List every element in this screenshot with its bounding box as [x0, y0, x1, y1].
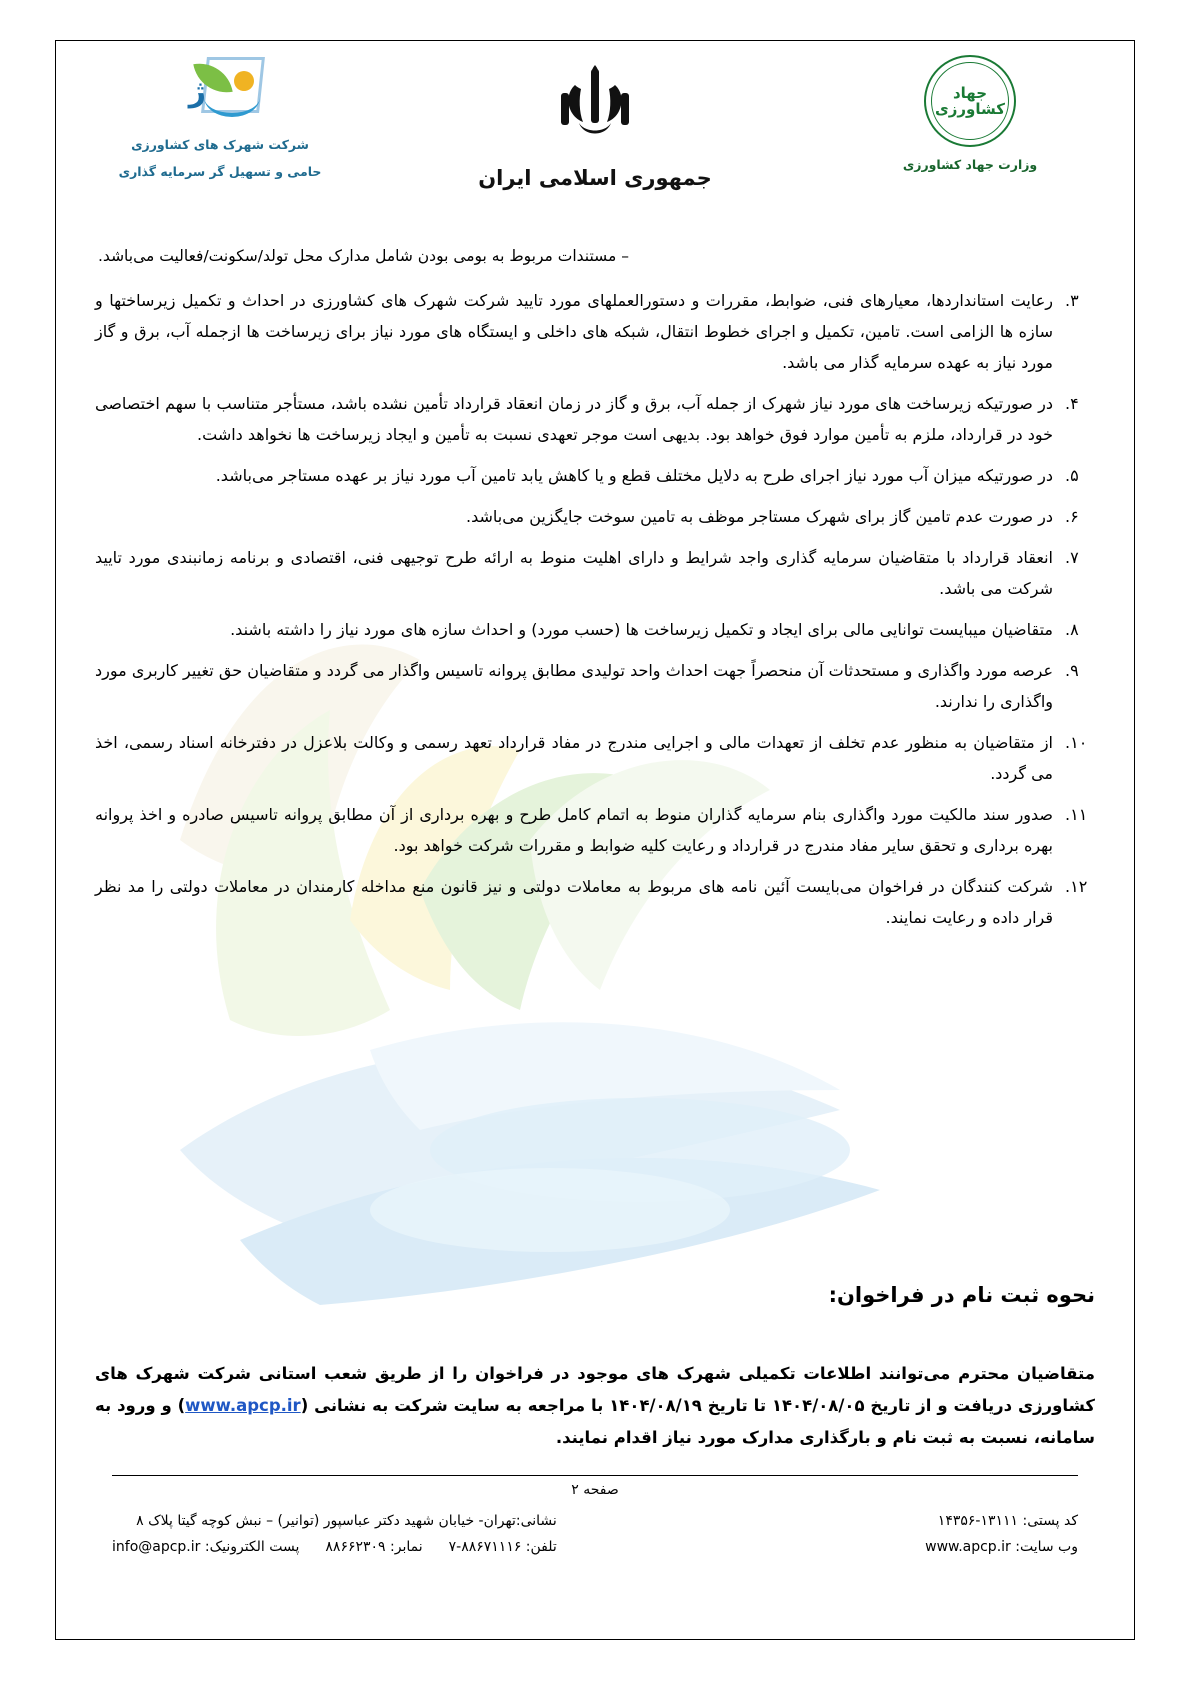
apcp-website-link[interactable]: www.apcp.ir: [185, 1396, 301, 1415]
list-item: [95, 285, 1095, 378]
seal-label: جهاد کشاورزی: [935, 84, 1005, 118]
postal-code: کد پستی: ۱۳۱۱۱-۱۴۳۵۶: [937, 1513, 1078, 1529]
clause-number: ۳.: [1065, 291, 1079, 310]
company-logo-caption-line2: حامی و تسهیل گر سرمایه گذاری: [118, 164, 322, 179]
phone-number: تلفن: ۸۸۶۷۱۱۱۶-۷: [448, 1539, 557, 1555]
list-item: [95, 388, 1095, 450]
clause-text: در صورتیکه زیرساخت های مورد نیاز شهرک از جمله آب، برق و گاز در زمان انعقاد قرارداد تأمین نشده باشد، مستأجر متناسب با سهم اختصاصی خود در قرارداد، ملزم به تأمین موارد فوق خواهد بود. بدیهی است موجر تعهدی نسبت به تأمین و ایجاد زیرساخت ها نخواهد داشت.: [95, 394, 1053, 444]
clause-number: ۴.: [1065, 394, 1079, 413]
clause-number: ۹.: [1065, 661, 1079, 680]
ministry-logo-caption: وزارت جهاد کشاورزی: [902, 157, 1038, 172]
agricultural-townships-company-logo-icon: ژ: [172, 55, 268, 127]
clause-number: ۷.: [1065, 548, 1079, 567]
list-item: [95, 614, 1095, 645]
footer-contact-left: [925, 1508, 1078, 1560]
email-address: پست الکترونیک: info@apcp.ir: [112, 1539, 300, 1555]
document-header: [70, 55, 1120, 220]
list-item: [95, 460, 1095, 491]
list-item: [95, 501, 1095, 532]
clause-text: در صورتیکه میزان آب مورد نیاز اجرای طرح به دلایل مختلف قطع و یا کاهش یابد تامین آب مورد نیاز بر عهده مستاجر می‌باشد.: [215, 466, 1053, 485]
clause-text: از متقاضیان به منظور عدم تخلف از تعهدات مالی و اجرایی مندرج در مفاد قرارداد تعهد رسمی و وکالت بلاعزل در دفترخانه اسناد رسمی، اخذ می گردد.: [95, 733, 1053, 783]
document-footer: [112, 1508, 1078, 1560]
list-item: [95, 542, 1095, 604]
iran-national-emblem-icon: [405, 63, 785, 156]
registration-section-body: [95, 1358, 1095, 1454]
clause-number: ۶.: [1065, 507, 1079, 526]
fax-number: نمابر: ۸۸۶۶۲۳۰۹: [325, 1539, 423, 1555]
registration-section-title: نحوه ثبت نام در فراخوان:: [828, 1283, 1095, 1307]
footer-contact-right: [112, 1508, 557, 1560]
footer-divider: [112, 1475, 1078, 1476]
list-item: [95, 655, 1095, 717]
clause-number: ۱۱.: [1065, 805, 1088, 824]
clause-text: عرصه مورد واگذاری و مستحدثات آن منحصراً جهت احداث واحد تولیدی مطابق پروانه تاسیس واگذار می گردد و متقاضیان حق تغییر کاربری مورد واگذاری را ندارند.: [95, 661, 1053, 711]
list-item: [95, 799, 1095, 861]
registration-text-part2: ) و ورود به سامانه، نسبت به ثبت نام و بارگذاری مدارک مورد نیاز اقدام نمایند.: [95, 1396, 1095, 1447]
clause-number: ۵.: [1065, 466, 1079, 485]
company-logo-caption-line1: شرکت شهرک های کشاورزی: [131, 137, 309, 152]
list-item: [95, 871, 1095, 933]
clause-number: ۱۲.: [1065, 877, 1088, 896]
page-number: صفحه ۲: [571, 1482, 619, 1498]
ministry-of-agriculture-jihad-seal-icon: [924, 55, 1016, 147]
clause-text: شرکت کنندگان در فراخوان می‌بایست آئین نامه های مربوط به معاملات دولتی و نیز قانون منع مداخله کارمندان در معاملات دولتی را مد نظر قرار داده و رعایت نمایند.: [95, 877, 1053, 927]
address-line: نشانی:تهران- خیابان شهید دکتر عباسپور (توانیر) – نبش کوچه گیتا پلاک ۸: [136, 1513, 557, 1529]
clause-text: انعقاد قرارداد با متقاضیان سرمایه گذاری واجد شرایط و دارای اهلیت منوط به ارائه طرح توجیهی فنی، اقتصادی و برنامه زمانبندی مورد تایید شرکت می باشد.: [95, 548, 1053, 598]
ministry-logo-block: [820, 55, 1120, 174]
clause-number: ۸.: [1065, 620, 1079, 639]
website-footer: وب سایت: www.apcp.ir: [925, 1539, 1078, 1555]
national-emblem-block: [405, 55, 785, 190]
national-emblem-caption: جمهوری اسلامی ایران: [478, 166, 712, 190]
phone-fax-email-line: [112, 1534, 557, 1560]
company-logo-block: [70, 55, 370, 181]
document-body: [95, 243, 1095, 943]
registration-text-part1: متقاضیان محترم می‌توانند اطلاعات تکمیلی شهرک های موجود در فراخوان را از طریق شعب استانی شرکت شهرک های کشاورزی دریافت و از تاریخ ۱۴۰۴/۰۸/۰۵ تا تاریخ ۱۴۰۴/۰۸/۱۹ با مراجعه به سایت شرکت به نشانی (: [95, 1364, 1095, 1415]
clause-number: ۱۰.: [1065, 733, 1088, 752]
list-item: [95, 727, 1095, 789]
clause-text: صدور سند مالکیت مورد واگذاری بنام سرمایه گذاران منوط به اتمام کامل طرح و بهره برداری از آن مطابق پروانه تاسیس صادره و اخذ پروانه بهره برداری و تحقق سایر مفاد مندرج در قرارداد و رعایت کلیه ضوابط و مقررات شرکت خواهد بود.: [95, 805, 1053, 855]
footnote-line: – مستندات مربوط به بومی بودن شامل مدارک محل تولد/سکونت/فعالیت می‌باشد.: [98, 247, 629, 265]
clause-list: [95, 285, 1095, 933]
clause-text: در صورت عدم تامین گاز برای شهرک مستاجر موظف به تامین سوخت جایگزین می‌باشد.: [465, 507, 1053, 526]
clause-text: رعایت استانداردها، معیارهای فنی، ضوابط، مقررات و دستورالعملهای مورد تایید شرکت شهرک های کشاورزی در احداث و تکمیل زیرساختها و سازه ها الزامی است. تامین، تکمیل و اجرای خطوط انتقال، شبکه های داخلی و ایستگاه های مورد نیاز برای زیرساخت ها ازجمله آب، برق و گاز مورد نیاز به عهده سرمایه گذار می باشد.: [95, 291, 1053, 372]
clause-text: متقاضیان میبایست توانایی مالی برای ایجاد و تکمیل زیرساخت ها (حسب مورد) و احداث سازه های مورد نیاز را داشته باشند.: [230, 620, 1053, 639]
